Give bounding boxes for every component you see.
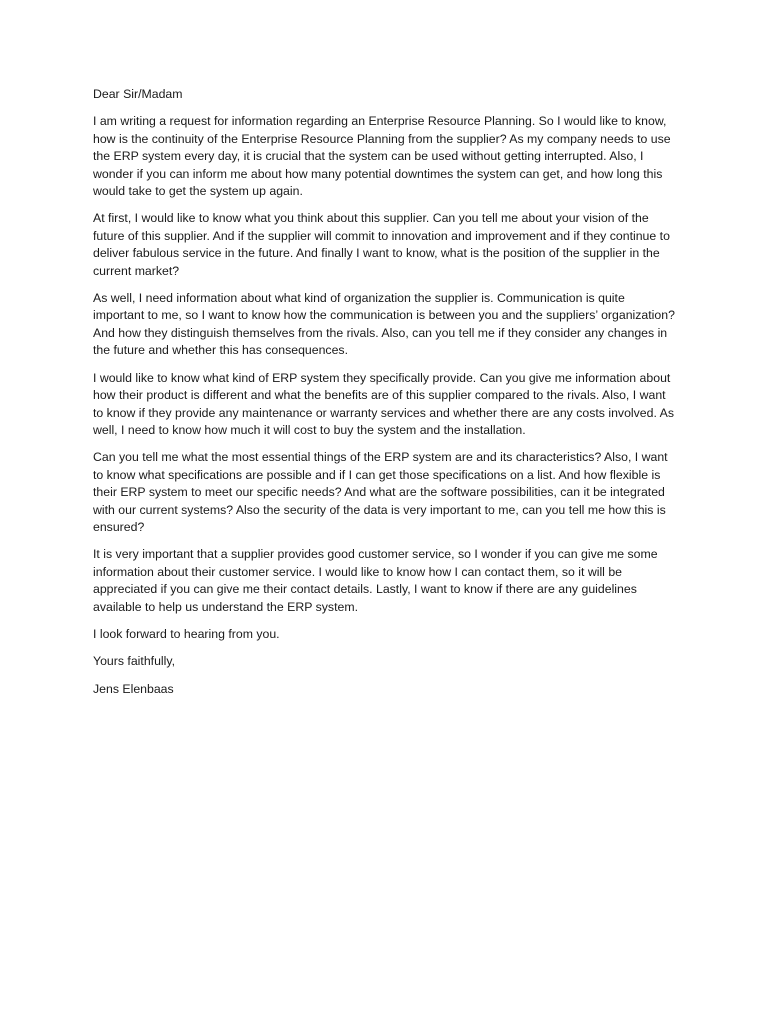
paragraph-erp-product: I would like to know what kind of ERP system they specifically provide. Can you give me information about how their product is different and what the benefits are of this supplier compared to the rivals. Also, I want to know if they provide any maintenance or warranty services and whether there are any costs involved. As well, I need to know how much it will cost to buy the system and the installation.: [93, 370, 674, 437]
paragraph-supplier-vision: At first, I would like to know what you think about this supplier. Can you tell me about your vision of the future of this supplier. And if the supplier will commit to innovation and improvement and if they continue to deliver fabulous service in the future. And finally I want to know, what is the position of the supplier in the current market?: [93, 211, 670, 278]
signature: Jens Elenbaas: [93, 681, 174, 696]
closing: Yours faithfully,: [93, 654, 176, 669]
paragraph-organization: As well, I need information about what kind of organization the supplier is. Communication is quite important to me, so I want to know how the communication is between you and the suppliers’ organization? And how they distinguish themselves from the rivals. Also, can you tell me if they consider any changes in the future and whether this has consequences.: [93, 291, 675, 358]
salutation: Dear Sir/Madam: [93, 87, 183, 101]
paragraph-customer-service: It is very important that a supplier provides good customer service, so I wonder if you can give me some information about their customer service. I would like to know how I can contact them, so it will be appreciated if you can give me their contact details. Lastly, I want to know if there are any guidelines available to help us understand the ERP system.: [93, 547, 658, 614]
paragraph-continuity: I am writing a request for information regarding an Enterprise Resource Planning. So I would like to know, how is the continuity of the Enterprise Resource Planning from the supplier? As my company needs to use the ERP system every day, it is crucial that the system can be used without getting interrupted. Also, I wonder if you can inform me about how many potential downtimes the system can get, and how long this would take to get the system up again.: [93, 114, 671, 199]
letter-body: [93, 86, 678, 708]
paragraph-look-forward: I look forward to hearing from you.: [93, 626, 280, 641]
paragraph-characteristics: Can you tell me what the most essential things of the ERP system are and its characteristics? Also, I want to know what specifications are possible and if I can get those specifications on a list. And how flexible is their ERP system to meet our specific needs? And what are the software possibilities, can it be integrated with our current systems? Also the security of the data is very important to me, can you tell me how this is ensured?: [93, 450, 668, 534]
